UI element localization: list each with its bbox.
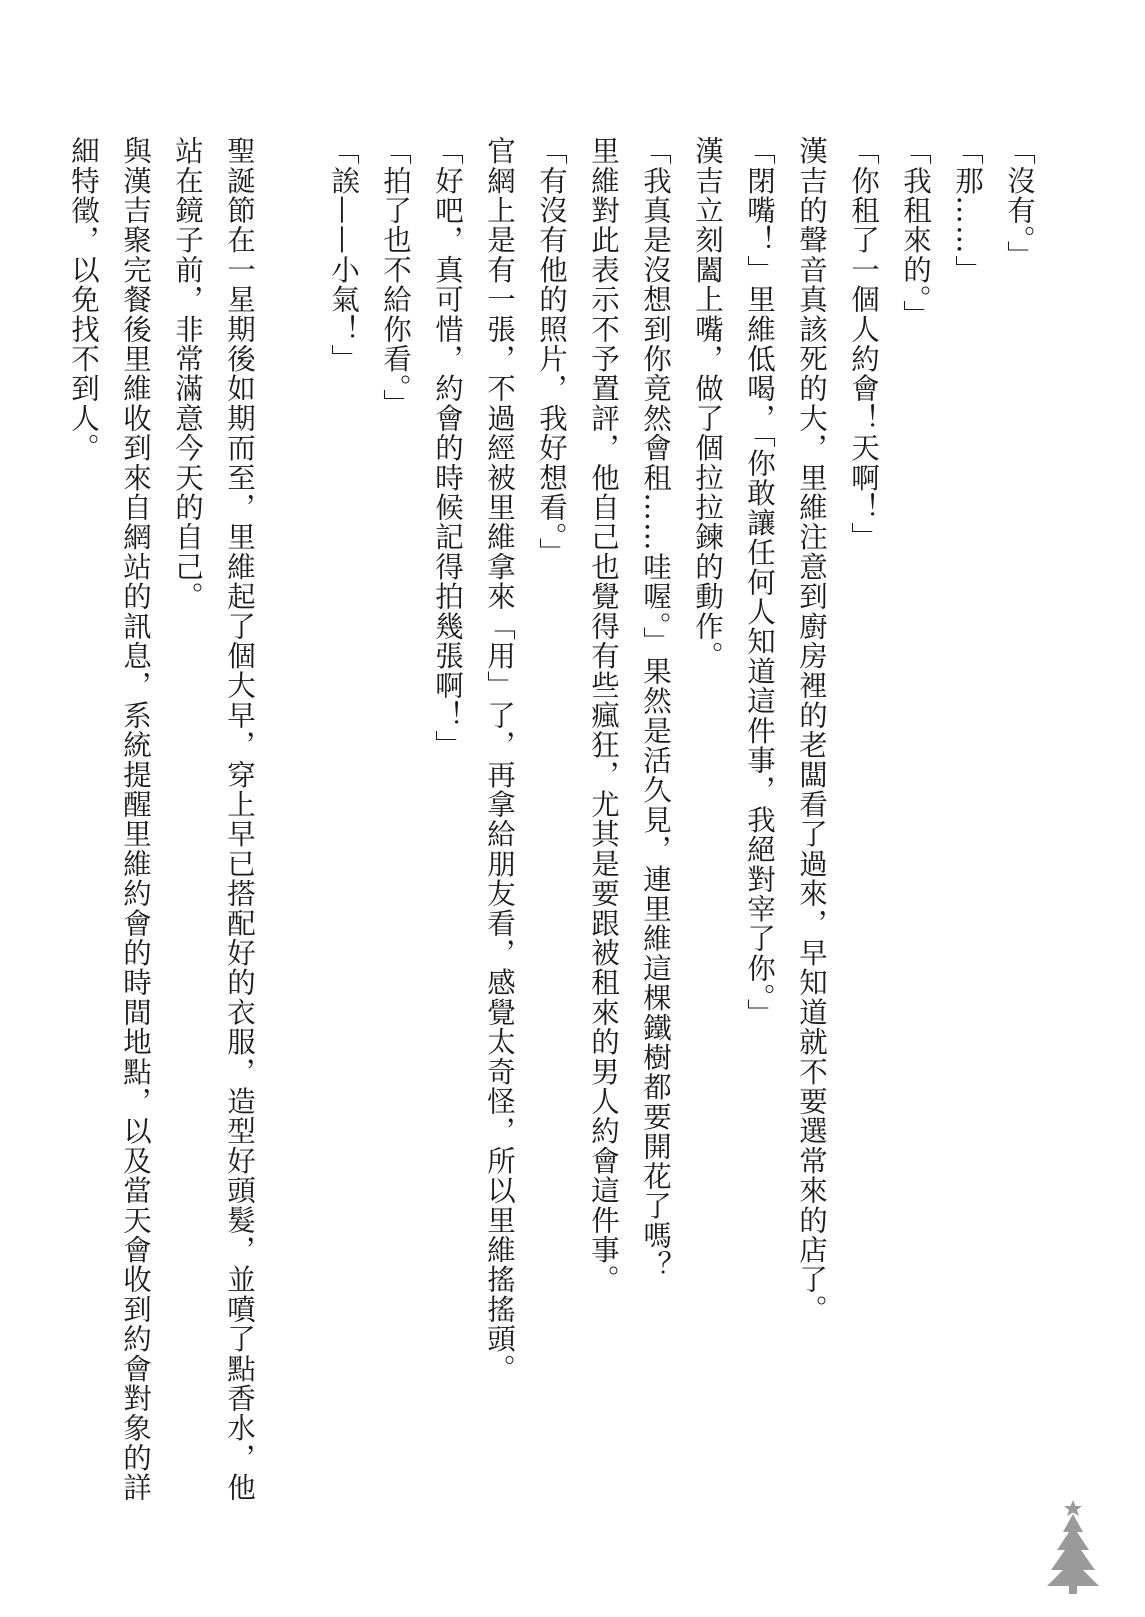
paragraph-10: 「有沒有他的照片，我好想看。」 bbox=[535, 136, 568, 568]
paragraph-14: 「誒——小氣！」 bbox=[327, 136, 360, 374]
paragraph-4: 「你租了一個人約會！天啊！」 bbox=[847, 136, 880, 552]
paragraph-7: 漢吉立刻闔上嘴，做了個拉拉鍊的動作。 bbox=[691, 136, 724, 671]
paragraph-11: 官網上是有一張，不過經被里維拿來「用」了，再拿給朋友看，感覺太奇怪，所以里維搖搖頭。 bbox=[483, 136, 516, 1384]
paragraph-16: 與漢吉聚完餐後里維收到來自網站的訊息，系統提醒里維約會的時間地點，以及當天會收到約會對象的詳細特徵，以免找不到人。 bbox=[67, 136, 152, 1503]
paragraph-5: 漢吉的聲音真該死的大，里維注意到廚房裡的老闆看了過來，早知道就不要選常來的店了。 bbox=[795, 136, 828, 1324]
paragraph-2: 「那……」 bbox=[951, 136, 984, 285]
paragraph-13: 「拍了也不給你看。」 bbox=[379, 136, 412, 419]
vertical-text-block bbox=[57, 136, 1045, 1526]
paragraph-9: 里維對此表示不予置評，他自己也覺得有些瘋狂，尤其是要跟被租來的男人約會這件事。 bbox=[587, 136, 620, 1295]
paragraph-1: 「沒有。」 bbox=[1003, 136, 1036, 271]
paragraph-15: 聖誕節在一星期後如期而至，里維起了個大早，穿上早已搭配好的衣服，造型好頭髮，並噴了點香水，他站在鏡子前，非常滿意今天的自己。 bbox=[171, 136, 256, 1503]
paragraph-3: 「我租來的。」 bbox=[899, 136, 932, 330]
paragraph-6: 「閉嘴！」里維低喝，「你敢讓任何人知道這件事，我絕對宰了你。」 bbox=[743, 136, 776, 1029]
paragraph-8: 「我真是沒想到你竟然會租……哇喔。」果然是活久見，連里維這棵鐵樹都要開花了嗎？ bbox=[639, 136, 672, 1281]
paragraph-12: 「好吧，真可惜，約會的時候記得拍幾張啊！」 bbox=[431, 136, 464, 760]
christmas-tree-icon bbox=[1045, 1500, 1101, 1594]
